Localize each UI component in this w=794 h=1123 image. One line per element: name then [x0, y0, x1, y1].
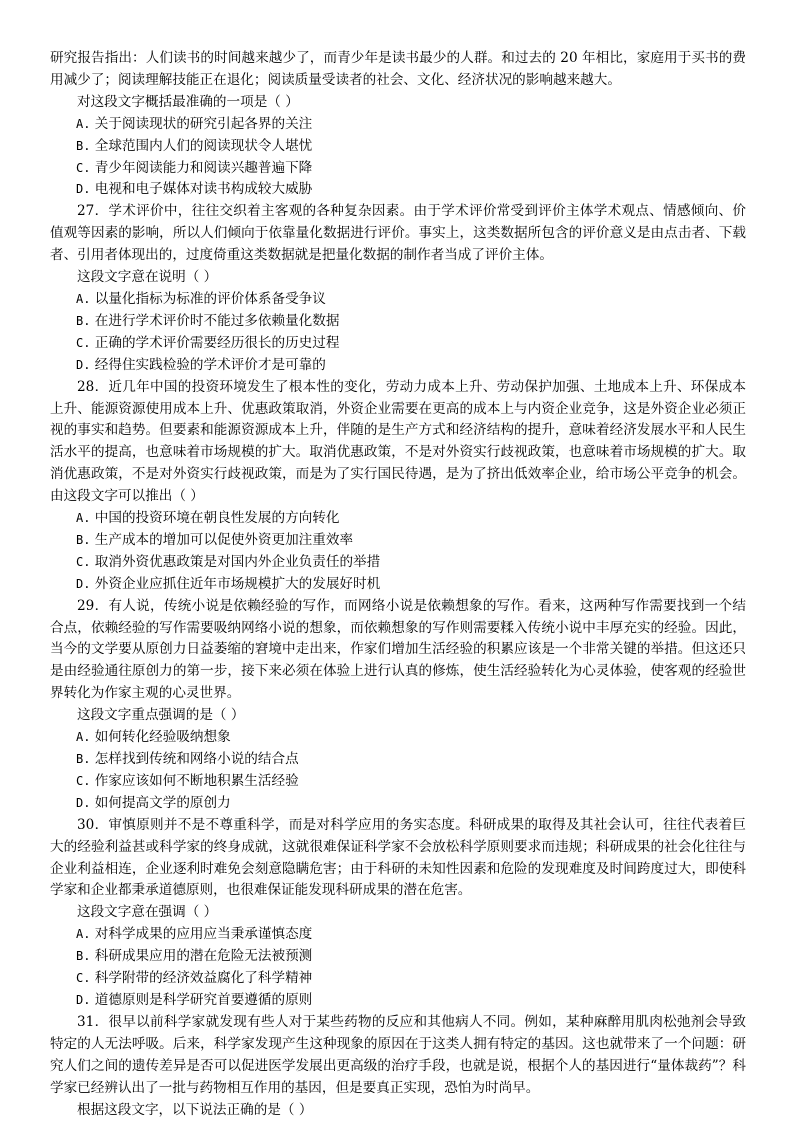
option-letter: A. — [76, 730, 91, 745]
passage: 28．近几年中国的投资环境发生了根本性的变化，劳动力成本上升、劳动保护加强、土地成本上升、环保成本上升、能源资源使用成本上升、优惠政策取消，外资企业需要在更高的成本上与内资企业竞争，这是外资企业必须正视的事实和趋势。但要素和能源资源成本上升，伴随的是生产方式和经济结构的提升，意味着经济发展水平和人民生活水平的提高，也意味着市场规模的扩大。取消优惠政策，不是对外资实行歧视政策，也意味着市场规模的扩大。取消优惠政策，不是对外资实行歧视政策，而是为了实行国民待遇，是为了挤出低效率企业，给市场公平竞争的机会。由这段文字可以推出（ ） — [50, 378, 746, 505]
question-stem: 根据这段文字，以下说法正确的是（ ） — [77, 1101, 313, 1118]
option-text: 中国的投资环境在朝良性发展的方向转化 — [94, 510, 340, 527]
question-block-26 — [50, 48, 746, 201]
option-letter: C. — [76, 971, 91, 986]
option-text: 以量化指标为标准的评价体系备受争议 — [94, 290, 326, 307]
option-letter: A. — [76, 291, 91, 306]
question-stem: 这段文字重点强调的是（ ） — [77, 707, 245, 724]
option-letter: A. — [76, 927, 91, 942]
passage: 27．学术评价中，往往交织着主客观的各种复杂因素。由于学术评价常受到评价主体学术观点、情感倾向、价值观等因素的影响，所以人们倾向于依靠量化数据进行评价。事实上，这类数据所包含的评价意义是由点击者、下载者、引用者体现出的，过度倚重这类数据就是把量化数据的制作者当成了评价主体。 — [50, 203, 746, 264]
question-block-30 — [50, 815, 746, 1012]
passage: 30．审慎原则并不是不尊重科学，而是对科学应用的务实态度。科研成果的取得及其社会认可，往往代表着巨大的经验利益甚或科学家的终身成就，这就很难保证科学家不会放松科学原则要求而违规；科研成果的社会化往往与企业利益相连，企业逐利时难免会刻意隐瞒危害；由于科研的未知性因素和危险的发现难度及时间跨度过大，即使科学家和企业都秉承道德原则，也很难保证能发现科研成果的潜在危害。 — [50, 816, 746, 899]
option-d — [50, 179, 746, 201]
question-block-31 — [50, 1012, 746, 1122]
option-b — [50, 530, 746, 552]
option-text: 电视和电子媒体对读书构成较大威胁 — [94, 181, 313, 198]
question-block-28 — [50, 377, 746, 596]
question-stem: 对这段文字概括最准确的一项是（ ） — [77, 93, 299, 110]
option-c — [50, 158, 746, 180]
option-text: 生产成本的增加可以促使外资更加注重效率 — [94, 531, 354, 548]
option-text: 科研成果应用的潜在危险无法被预测 — [94, 948, 313, 965]
option-text: 如何提高文学的原创力 — [94, 794, 231, 811]
option-text: 道德原则是科学研究首要遵循的原则 — [94, 991, 313, 1008]
option-text: 关于阅读现状的研究引起各界的关注 — [94, 115, 313, 132]
option-text: 对科学成果的应用应当秉承谨慎态度 — [94, 926, 313, 943]
option-d — [50, 574, 746, 596]
option-b — [50, 946, 746, 968]
option-d — [50, 990, 746, 1012]
option-letter: C. — [76, 335, 91, 350]
passage: 29．有人说，传统小说是依赖经验的写作，而网络小说是依赖想象的写作。看来，这两种写作需要找到一个结合点，依赖经验的写作需要吸纳网络小说的想象，而依赖想象的写作则需要糅入传统小说中丰厚充实的经验。因此，当今的文学要从原创力日益萎缩的窘境中走出来，作家们增加生活经验的积累应该是一个非常关键的举措。但这还只是由经验通往原创力的第一步，接下来必须在体验上进行认真的修炼，使生活经验转化为心灵体验，使客观的经验世界转化为作家主观的心灵世界。 — [50, 597, 746, 702]
option-text: 如何转化经验吸纳想象 — [94, 729, 231, 746]
question-stem: 这段文字意在强调（ ） — [77, 904, 218, 921]
option-text: 全球范围内人们的阅读现状令人堪忧 — [94, 137, 313, 154]
option-letter: B. — [76, 949, 91, 964]
option-a — [50, 508, 746, 530]
option-text: 取消外资优惠政策是对国内外企业负责任的举措 — [94, 553, 381, 570]
question-block-27 — [50, 201, 746, 376]
option-c — [50, 771, 746, 793]
option-text: 青少年阅读能力和阅读兴趣普遍下降 — [94, 159, 313, 176]
question-block-29 — [50, 596, 746, 815]
option-letter: B. — [76, 752, 91, 766]
option-letter: B. — [76, 138, 91, 153]
option-c — [50, 968, 746, 990]
option-letter: B. — [76, 532, 91, 547]
option-text: 外资企业应抓住近年市场规模扩大的发展好时机 — [94, 575, 381, 592]
option-a — [50, 289, 746, 311]
option-text: 经得住实践检验的学术评价才是可靠的 — [94, 356, 326, 373]
option-text: 科学附带的经济效益腐化了科学精神 — [94, 970, 313, 987]
passage: 研究报告指出：人们读书的时间越来越少了，而青少年是读书最少的人群。和过去的 20 年相比，家庭用于买书的费用减少了；阅读理解技能正在退化；阅读质量受读者的社会、文化、经济状况的影响越来越大。 — [50, 50, 746, 88]
option-c — [50, 552, 746, 574]
option-letter: C. — [76, 773, 91, 788]
option-b — [50, 136, 746, 158]
question-stem: 这段文字意在说明（ ） — [77, 269, 218, 286]
option-letter: D. — [76, 795, 91, 810]
option-letter: D. — [76, 357, 91, 372]
option-text: 正确的学术评价需要经历很长的历史过程 — [94, 334, 340, 351]
option-text: 在进行学术评价时不能过多依赖量化数据 — [94, 312, 340, 329]
option-d — [50, 355, 746, 377]
option-b — [50, 749, 746, 771]
option-letter: B. — [76, 313, 91, 328]
passage: 31．很早以前科学家就发现有些人对于某些药物的反应和其他病人不同。例如，某种麻醉用肌肉松弛剂会导致特定的人无法呼吸。后来，科学家发现产生这种现象的原因在于这类人拥有特定的基因。这也就带来了一个问题：研究人们之间的遗传差异是否可以促进医学发展出更高级的治疗手段，也就是说，根据个人的基因进行“量体裁药”？科学家已经辨认出了一批与药物相互作用的基因，但是要真正实现，恐怕为时尚早。 — [50, 1013, 746, 1096]
option-d — [50, 793, 746, 815]
option-letter: C. — [76, 554, 91, 569]
option-c — [50, 333, 746, 355]
option-text: 怎样找到传统和网络小说的结合点 — [94, 751, 299, 767]
option-a — [50, 924, 746, 946]
option-letter: D. — [76, 576, 91, 591]
option-text: 作家应该如何不断地积累生活经验 — [94, 772, 299, 789]
option-letter: A. — [76, 511, 91, 526]
option-a — [50, 727, 746, 749]
option-letter: A. — [76, 116, 91, 131]
option-a — [50, 114, 746, 136]
option-letter: D. — [76, 992, 91, 1007]
option-letter: D. — [76, 182, 91, 197]
option-letter: C. — [76, 160, 91, 175]
option-b — [50, 311, 746, 333]
